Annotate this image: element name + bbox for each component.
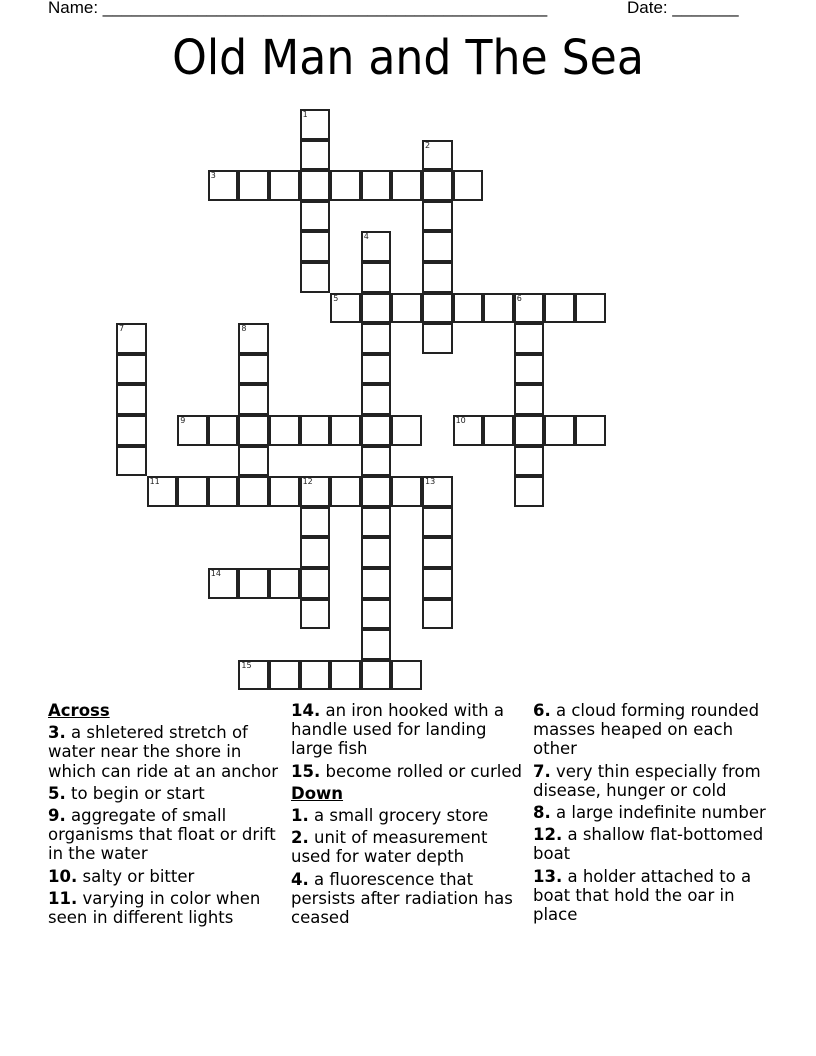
cell-number: 14 bbox=[210, 569, 221, 578]
clue-down-13 bbox=[533, 867, 778, 925]
grid-cell[interactable] bbox=[391, 293, 422, 324]
grid-cell[interactable] bbox=[361, 384, 392, 415]
clue-number: 8. bbox=[533, 803, 551, 823]
clue-across-10 bbox=[48, 867, 283, 886]
grid-cell[interactable] bbox=[422, 568, 453, 599]
grid-cell[interactable] bbox=[300, 537, 331, 568]
clue-text: a large indefinite number bbox=[556, 803, 766, 823]
clue-across-3 bbox=[48, 723, 283, 781]
grid-cell[interactable] bbox=[361, 354, 392, 385]
cell-number: 1 bbox=[302, 110, 308, 119]
grid-cell[interactable] bbox=[238, 323, 269, 354]
clue-down-8 bbox=[533, 803, 778, 822]
grid-cell[interactable] bbox=[361, 170, 392, 201]
grid-cell[interactable] bbox=[300, 109, 331, 140]
grid-cell[interactable] bbox=[116, 354, 147, 385]
grid-cell[interactable] bbox=[208, 415, 239, 446]
cell-number: 9 bbox=[180, 416, 186, 425]
clue-text: very thin especially from disease, hunger or cold bbox=[533, 761, 761, 800]
grid-cell[interactable] bbox=[361, 537, 392, 568]
cell-number: 13 bbox=[425, 477, 436, 487]
date-field[interactable]: Date: _______ bbox=[627, 0, 739, 17]
grid-cell[interactable] bbox=[422, 323, 453, 354]
clue-text: a shallow flat-bottomed boat bbox=[533, 825, 764, 864]
grid-cell[interactable] bbox=[514, 293, 545, 324]
grid-cell[interactable] bbox=[300, 660, 331, 691]
grid-cell[interactable] bbox=[269, 660, 300, 691]
clue-number: 5. bbox=[48, 783, 66, 803]
grid-cell[interactable] bbox=[361, 599, 392, 630]
grid-cell[interactable] bbox=[361, 568, 392, 599]
clue-across-9 bbox=[48, 806, 283, 864]
cell-number: 5 bbox=[333, 293, 339, 303]
grid-cell[interactable] bbox=[116, 323, 147, 354]
grid-cell[interactable] bbox=[361, 629, 392, 660]
cell-number: 15 bbox=[241, 660, 252, 670]
grid-cell[interactable] bbox=[238, 476, 269, 507]
clue-text: a holder attached to a boat that hold the oar in place bbox=[533, 866, 752, 925]
grid-cell[interactable] bbox=[116, 415, 147, 446]
grid-cell[interactable] bbox=[300, 568, 331, 599]
grid-cell[interactable] bbox=[575, 293, 606, 324]
clues-column-1 bbox=[48, 701, 283, 930]
grid-cell[interactable] bbox=[514, 415, 545, 446]
name-field[interactable]: Name: _______________________________________________ bbox=[48, 0, 548, 17]
grid-cell[interactable] bbox=[238, 354, 269, 385]
cell-number: 11 bbox=[149, 477, 160, 487]
clue-number: 13. bbox=[533, 866, 563, 886]
clue-down-6 bbox=[533, 701, 778, 759]
grid-cell[interactable] bbox=[361, 507, 392, 538]
grid-cell[interactable] bbox=[575, 415, 606, 446]
clue-text: to begin or start bbox=[71, 783, 205, 803]
down-heading: Down bbox=[291, 783, 344, 803]
clue-down-4 bbox=[291, 870, 526, 928]
grid-cell[interactable] bbox=[514, 323, 545, 354]
grid-cell[interactable] bbox=[391, 415, 422, 446]
grid-cell[interactable] bbox=[422, 262, 453, 293]
clue-down-7 bbox=[533, 762, 778, 800]
grid-cell[interactable] bbox=[300, 599, 331, 630]
grid-cell[interactable] bbox=[422, 293, 453, 324]
cell-number: 4 bbox=[363, 232, 369, 242]
grid-cell[interactable] bbox=[514, 446, 545, 477]
clue-number: 10. bbox=[48, 866, 78, 886]
clues-column-3 bbox=[533, 701, 778, 927]
grid-cell[interactable] bbox=[422, 476, 453, 507]
clue-number: 11. bbox=[48, 888, 78, 908]
grid-cell[interactable] bbox=[177, 476, 208, 507]
clue-across-5 bbox=[48, 784, 283, 803]
clue-text: a fluorescence that persists after radiation has ceased bbox=[291, 869, 513, 928]
grid-cell[interactable] bbox=[422, 507, 453, 538]
grid-cell[interactable] bbox=[422, 140, 453, 171]
cell-number: 10 bbox=[455, 416, 466, 425]
grid-cell[interactable] bbox=[269, 568, 300, 599]
clue-text: salty or bitter bbox=[82, 866, 195, 886]
grid-cell[interactable] bbox=[544, 415, 575, 446]
grid-cell[interactable] bbox=[453, 170, 484, 201]
grid-cell[interactable] bbox=[300, 231, 331, 262]
clue-down-2 bbox=[291, 828, 526, 866]
grid-cell[interactable] bbox=[361, 476, 392, 507]
clue-text: become rolled or curled bbox=[325, 761, 522, 781]
grid-cell[interactable] bbox=[361, 415, 392, 446]
clue-down-12 bbox=[533, 825, 778, 863]
grid-cell[interactable] bbox=[300, 170, 331, 201]
grid-cell[interactable] bbox=[238, 568, 269, 599]
cell-number: 3 bbox=[210, 171, 216, 181]
grid-cell[interactable] bbox=[514, 384, 545, 415]
clue-number: 1. bbox=[291, 806, 309, 826]
clue-text: varying in color when seen in different lights bbox=[48, 888, 261, 928]
grid-cell[interactable] bbox=[514, 354, 545, 385]
cell-number: 7 bbox=[119, 324, 125, 334]
grid-cell[interactable] bbox=[238, 384, 269, 415]
grid-cell[interactable] bbox=[391, 476, 422, 507]
grid-cell[interactable] bbox=[300, 415, 331, 446]
cell-number: 8 bbox=[241, 324, 247, 334]
grid-cell[interactable] bbox=[300, 262, 331, 293]
grid-cell[interactable] bbox=[116, 384, 147, 415]
clue-number: 12. bbox=[533, 825, 563, 845]
grid-cell[interactable] bbox=[453, 293, 484, 324]
worksheet-header bbox=[0, 0, 816, 22]
cell-number: 2 bbox=[425, 140, 431, 150]
grid-cell[interactable] bbox=[177, 415, 208, 446]
grid-cell[interactable] bbox=[238, 415, 269, 446]
grid-cell[interactable] bbox=[238, 170, 269, 201]
clue-across-14 bbox=[291, 701, 526, 759]
grid-cell[interactable] bbox=[269, 476, 300, 507]
clue-number: 4. bbox=[291, 869, 309, 889]
grid-cell[interactable] bbox=[300, 201, 331, 232]
clue-text: an iron hooked with a handle used for landing large fish bbox=[291, 701, 504, 759]
clue-text: unit of measurement used for water depth bbox=[291, 828, 488, 867]
clue-number: 9. bbox=[48, 806, 66, 826]
grid-cell[interactable] bbox=[422, 231, 453, 262]
clue-text: a cloud forming rounded masses heaped on each other bbox=[533, 701, 760, 759]
clue-down-1 bbox=[291, 806, 526, 825]
grid-cell[interactable] bbox=[330, 660, 361, 691]
grid-cell[interactable] bbox=[483, 415, 514, 446]
grid-cell[interactable] bbox=[300, 476, 331, 507]
grid-cell[interactable] bbox=[238, 660, 269, 691]
grid-cell[interactable] bbox=[269, 415, 300, 446]
clues-column-2 bbox=[291, 701, 526, 930]
clue-text: a small grocery store bbox=[314, 806, 489, 826]
clue-across-11 bbox=[48, 889, 283, 927]
across-heading: Across bbox=[48, 701, 110, 720]
grid-cell[interactable] bbox=[300, 140, 331, 171]
clue-number: 14. bbox=[291, 701, 321, 720]
grid-cell[interactable] bbox=[208, 568, 239, 599]
grid-cell[interactable] bbox=[116, 446, 147, 477]
clue-across-15 bbox=[291, 762, 526, 781]
grid-cell[interactable] bbox=[361, 446, 392, 477]
grid-cell[interactable] bbox=[330, 476, 361, 507]
grid-cell[interactable] bbox=[361, 262, 392, 293]
clue-text: a shletered stretch of water near the shore in which can ride at an anchor bbox=[48, 723, 279, 781]
clue-number: 2. bbox=[291, 828, 309, 848]
grid-cell[interactable] bbox=[269, 170, 300, 201]
grid-cell[interactable] bbox=[514, 476, 545, 507]
cell-number: 6 bbox=[516, 293, 522, 303]
grid-cell[interactable] bbox=[361, 323, 392, 354]
grid-cell[interactable] bbox=[422, 537, 453, 568]
clue-number: 15. bbox=[291, 761, 321, 781]
grid-cell[interactable] bbox=[544, 293, 575, 324]
grid-cell[interactable] bbox=[361, 660, 392, 691]
grid-cell[interactable] bbox=[361, 293, 392, 324]
grid-cell[interactable] bbox=[300, 507, 331, 538]
grid-cell[interactable] bbox=[453, 415, 484, 446]
grid-cell[interactable] bbox=[422, 170, 453, 201]
cell-number: 12 bbox=[302, 477, 313, 487]
grid-cell[interactable] bbox=[330, 170, 361, 201]
grid-cell[interactable] bbox=[422, 599, 453, 630]
grid-cell[interactable] bbox=[391, 660, 422, 691]
grid-cell[interactable] bbox=[422, 201, 453, 232]
grid-cell[interactable] bbox=[330, 415, 361, 446]
page-title: Old Man and The Sea bbox=[172, 30, 644, 86]
grid-cell[interactable] bbox=[361, 231, 392, 262]
clue-text: aggregate of small organisms that float or drift in the water bbox=[48, 806, 276, 864]
grid-cell[interactable] bbox=[391, 170, 422, 201]
clue-number: 6. bbox=[533, 701, 551, 720]
grid-cell[interactable] bbox=[330, 293, 361, 324]
grid-cell[interactable] bbox=[147, 476, 178, 507]
grid-cell[interactable] bbox=[208, 476, 239, 507]
grid-cell[interactable] bbox=[483, 293, 514, 324]
grid-cell[interactable] bbox=[238, 446, 269, 477]
grid-cell[interactable] bbox=[208, 170, 239, 201]
clue-number: 3. bbox=[48, 723, 66, 743]
clue-number: 7. bbox=[533, 761, 551, 781]
